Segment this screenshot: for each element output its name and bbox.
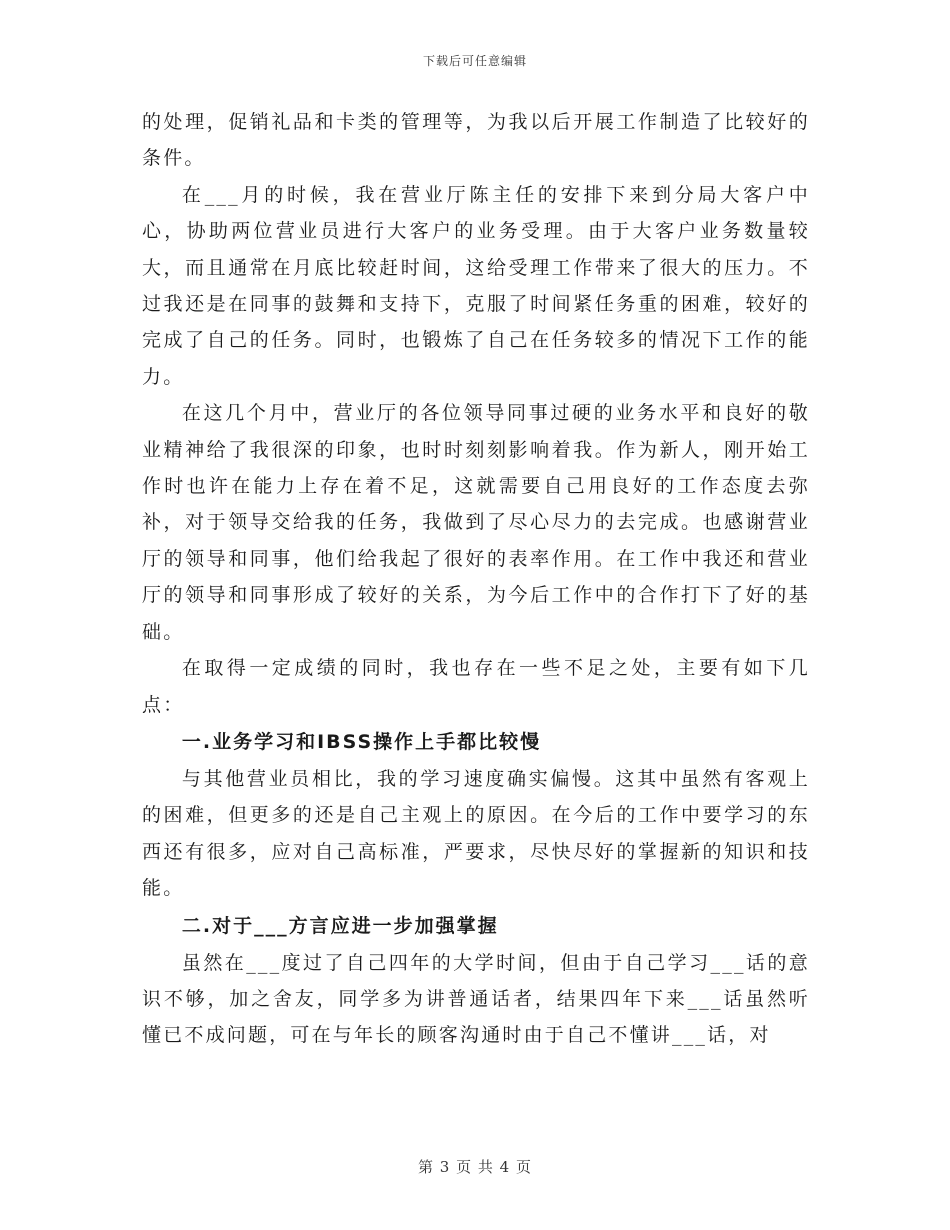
paragraph-learning-speed: 与其他营业员相比，我的学习速度确实偏慢。这其中虽然有客观上的困难，但更多的还是自己主观上的原因。在今后的工作中要学习的东西还有很多，应对自己高标准，严要求，尽快尽好的掌握新的知识和技能。	[142, 767, 810, 900]
section-heading-1: 一.业务学习和IBSS操作上手都比较慢	[181, 730, 542, 753]
paragraph-colleagues: 在这几个月中，营业厅的各位领导同事过硬的业务水平和良好的敬业精神给了我很深的印象，也时时刻刻影响着我。作为新人，刚开始工作时也许在能力上存在着不足，这就需要自己用良好的工作态度去弥补，对于领导交给我的任务，我做到了尽心尽力的去完成。也感谢营业厅的领导和同事，他们给我起了很好的表率作用。在工作中我还和营业厅的领导和同事形成了较好的关系，为今后工作中的合作打下了好的基础。	[142, 402, 810, 643]
paragraph-customer-center: 在___月的时候，我在营业厅陈主任的安排下来到分局大客户中心，协助两位营业员进行大客户的业务受理。由于大客户业务数量较大，而且通常在月底比较赶时间，这给受理工作带来了很大的压力。不过我还是在同事的鼓舞和支持下，克服了时间紧任务重的困难，较好的完成了自己的任务。同时，也锻炼了自己在任务较多的情况下工作的能力。	[142, 183, 810, 388]
paragraph-dialect: 虽然在___度过了自己四年的大学时间，但由于自己学习___话的意识不够，加之舍友，同学多为讲普通话者，结果四年下来___话虽然听懂已不成问题，可在与年长的顾客沟通时由于自己不懂讲___话，对	[142, 951, 810, 1047]
page-header: 下载后可任意编辑	[422, 54, 527, 68]
page-footer: 第 3 页 共 4 页	[418, 1158, 532, 1176]
document-body	[142, 104, 810, 1054]
section-heading-2: 二.对于___方言应进一步加强掌握	[181, 914, 499, 937]
paragraph-continuation: 的处理，促销礼品和卡类的管理等，为我以后开展工作制造了比较好的条件。	[142, 111, 810, 170]
paragraph-shortcomings-intro: 在取得一定成绩的同时，我也存在一些不足之处，主要有如下几点：	[142, 657, 810, 716]
